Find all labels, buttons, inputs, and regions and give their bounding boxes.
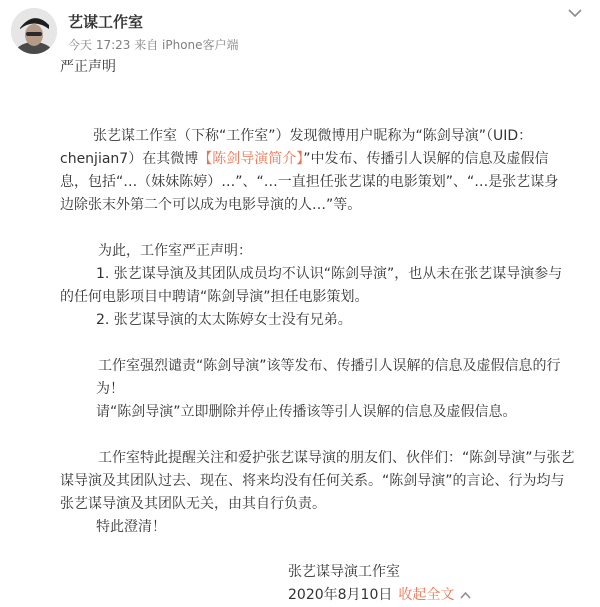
- text-span: ”中发布、传播引人误解的信息及虚假信: [303, 151, 549, 167]
- collapse-button[interactable]: 收起全文: [398, 587, 455, 603]
- paragraph-line: 为此，工作室严正声明：: [98, 243, 252, 259]
- avatar[interactable]: [11, 8, 57, 54]
- paragraph-line: 工作室特此提醒关注和爱护张艺谋导演的朋友们、伙伴们：“陈剑导演”与张艺: [98, 450, 575, 466]
- paragraph-line: 谋导演及其团队过去、现在、将来均没有任何关系。“陈剑导演”的言论、行为均与: [60, 473, 565, 489]
- paragraph-line: 张艺谋工作室（下称“工作室”）发现微博用户昵称为“陈剑导演”（UID：: [93, 128, 533, 144]
- chevron-down-icon: [564, 4, 586, 22]
- signature: 张艺谋导演工作室: [288, 564, 400, 580]
- paragraph-line: 息，包括“…（妹妹陈婷）…”、“…一直担任张艺谋的电影策划”、“…是张艺谋身: [60, 174, 559, 190]
- list-item: 2. 张艺谋导演的太太陈婷女士没有兄弟。: [96, 312, 352, 328]
- avatar-image: [11, 8, 57, 54]
- paragraph-line: 为！: [96, 381, 124, 397]
- paragraph-line: 张艺谋导演及其团队无关，由其自行负责。: [60, 496, 326, 512]
- paragraph-line: 请“陈剑导演”立即删除并停止传播该等引人误解的信息及虚假信息。: [96, 404, 517, 420]
- signature-date: 2020年8月10日: [288, 587, 393, 603]
- list-item-cont: 的任何电影项目中聘请“陈剑导演”担任电影策划。: [60, 289, 369, 305]
- hashtag-link[interactable]: 【陈剑导演简介】: [198, 151, 304, 167]
- text-span: chenjian7）在其微博: [60, 151, 199, 167]
- paragraph-line: 特此澄清！: [96, 519, 166, 535]
- more-options-button[interactable]: [564, 4, 586, 22]
- paragraph-line: 边除张末外第二个可以成为电影导演的人…”等。: [60, 197, 362, 213]
- chevron-up-icon[interactable]: [460, 591, 471, 599]
- paragraph-line: 工作室强烈谴责“陈剑导演”该等发布、传播引人误解的信息及虚假信息的行: [98, 358, 561, 374]
- list-item: 1. 张艺谋导演及其团队成员均不认识“陈剑导演”，也从未在张艺谋导演参与: [96, 266, 563, 282]
- paragraph-line: [60, 148, 592, 171]
- post-body: [60, 56, 592, 607]
- author-name[interactable]: 艺谋工作室: [68, 13, 144, 31]
- signature-date-row: [60, 584, 592, 607]
- post-title: 严正声明: [60, 59, 116, 75]
- post-meta: 今天 17:23 来自 iPhone客户端: [68, 38, 239, 52]
